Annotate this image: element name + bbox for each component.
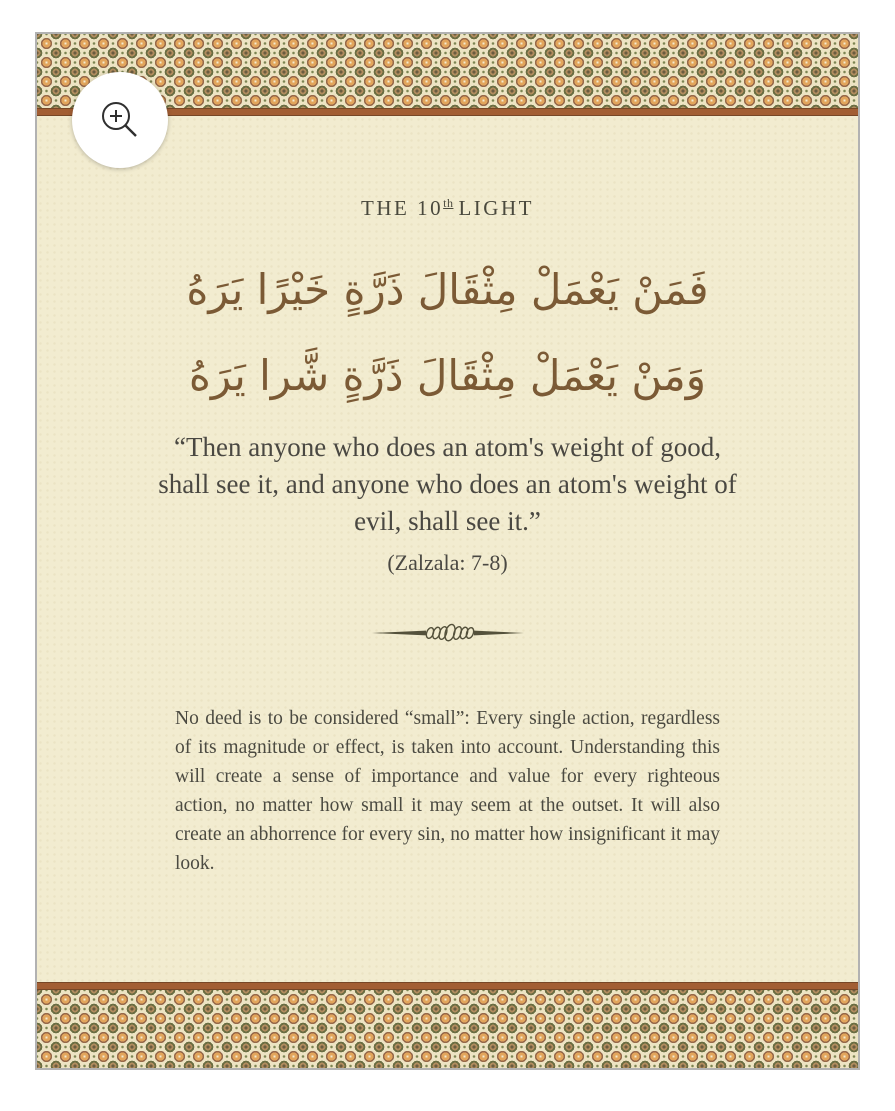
title-pre: THE 10: [361, 196, 444, 220]
arabic-verse: [37, 247, 858, 419]
section-divider: [37, 620, 858, 646]
verse-reference: (Zalzala: 7-8): [387, 550, 508, 575]
scroll-ribbon-divider-icon: [370, 620, 526, 646]
page-content: [37, 116, 858, 982]
zoom-button[interactable]: [72, 72, 168, 168]
magnifier-plus-icon: [96, 96, 144, 144]
book-page-image[interactable]: [35, 32, 860, 1070]
ornamental-border-bottom: [37, 990, 858, 1068]
arabic-verse-line-2: وَمَنْ يَعْمَلْ مِثْقَالَ ذَرَّةٍ شَّرا يَرَهُ: [188, 351, 707, 400]
title-ordinal: th: [443, 196, 454, 210]
page-title: [37, 196, 858, 221]
verse-translation: “Then anyone who does an atom's weight of good, shall see it, and anyone who does an atom's weight of evil, shall see it.”: [158, 432, 737, 536]
arabic-verse-line-1: فَمَنْ يَعْمَلْ مِثْقَالَ ذَرَّةٍ خَيْرًا يَرَهُ: [186, 265, 709, 314]
rule-bottom: [37, 982, 858, 990]
commentary-paragraph: No deed is to be considered “small”: Every single action, regardless of its magnitude or effect, is taken into account. Understanding this will create a sense of importance and value for every righteous action, no matter how small it may seem at the outset. It will also create an abhorrence for every sin, no matter how insignificant it may look.: [175, 708, 720, 874]
title-post: LIGHT: [458, 196, 534, 220]
